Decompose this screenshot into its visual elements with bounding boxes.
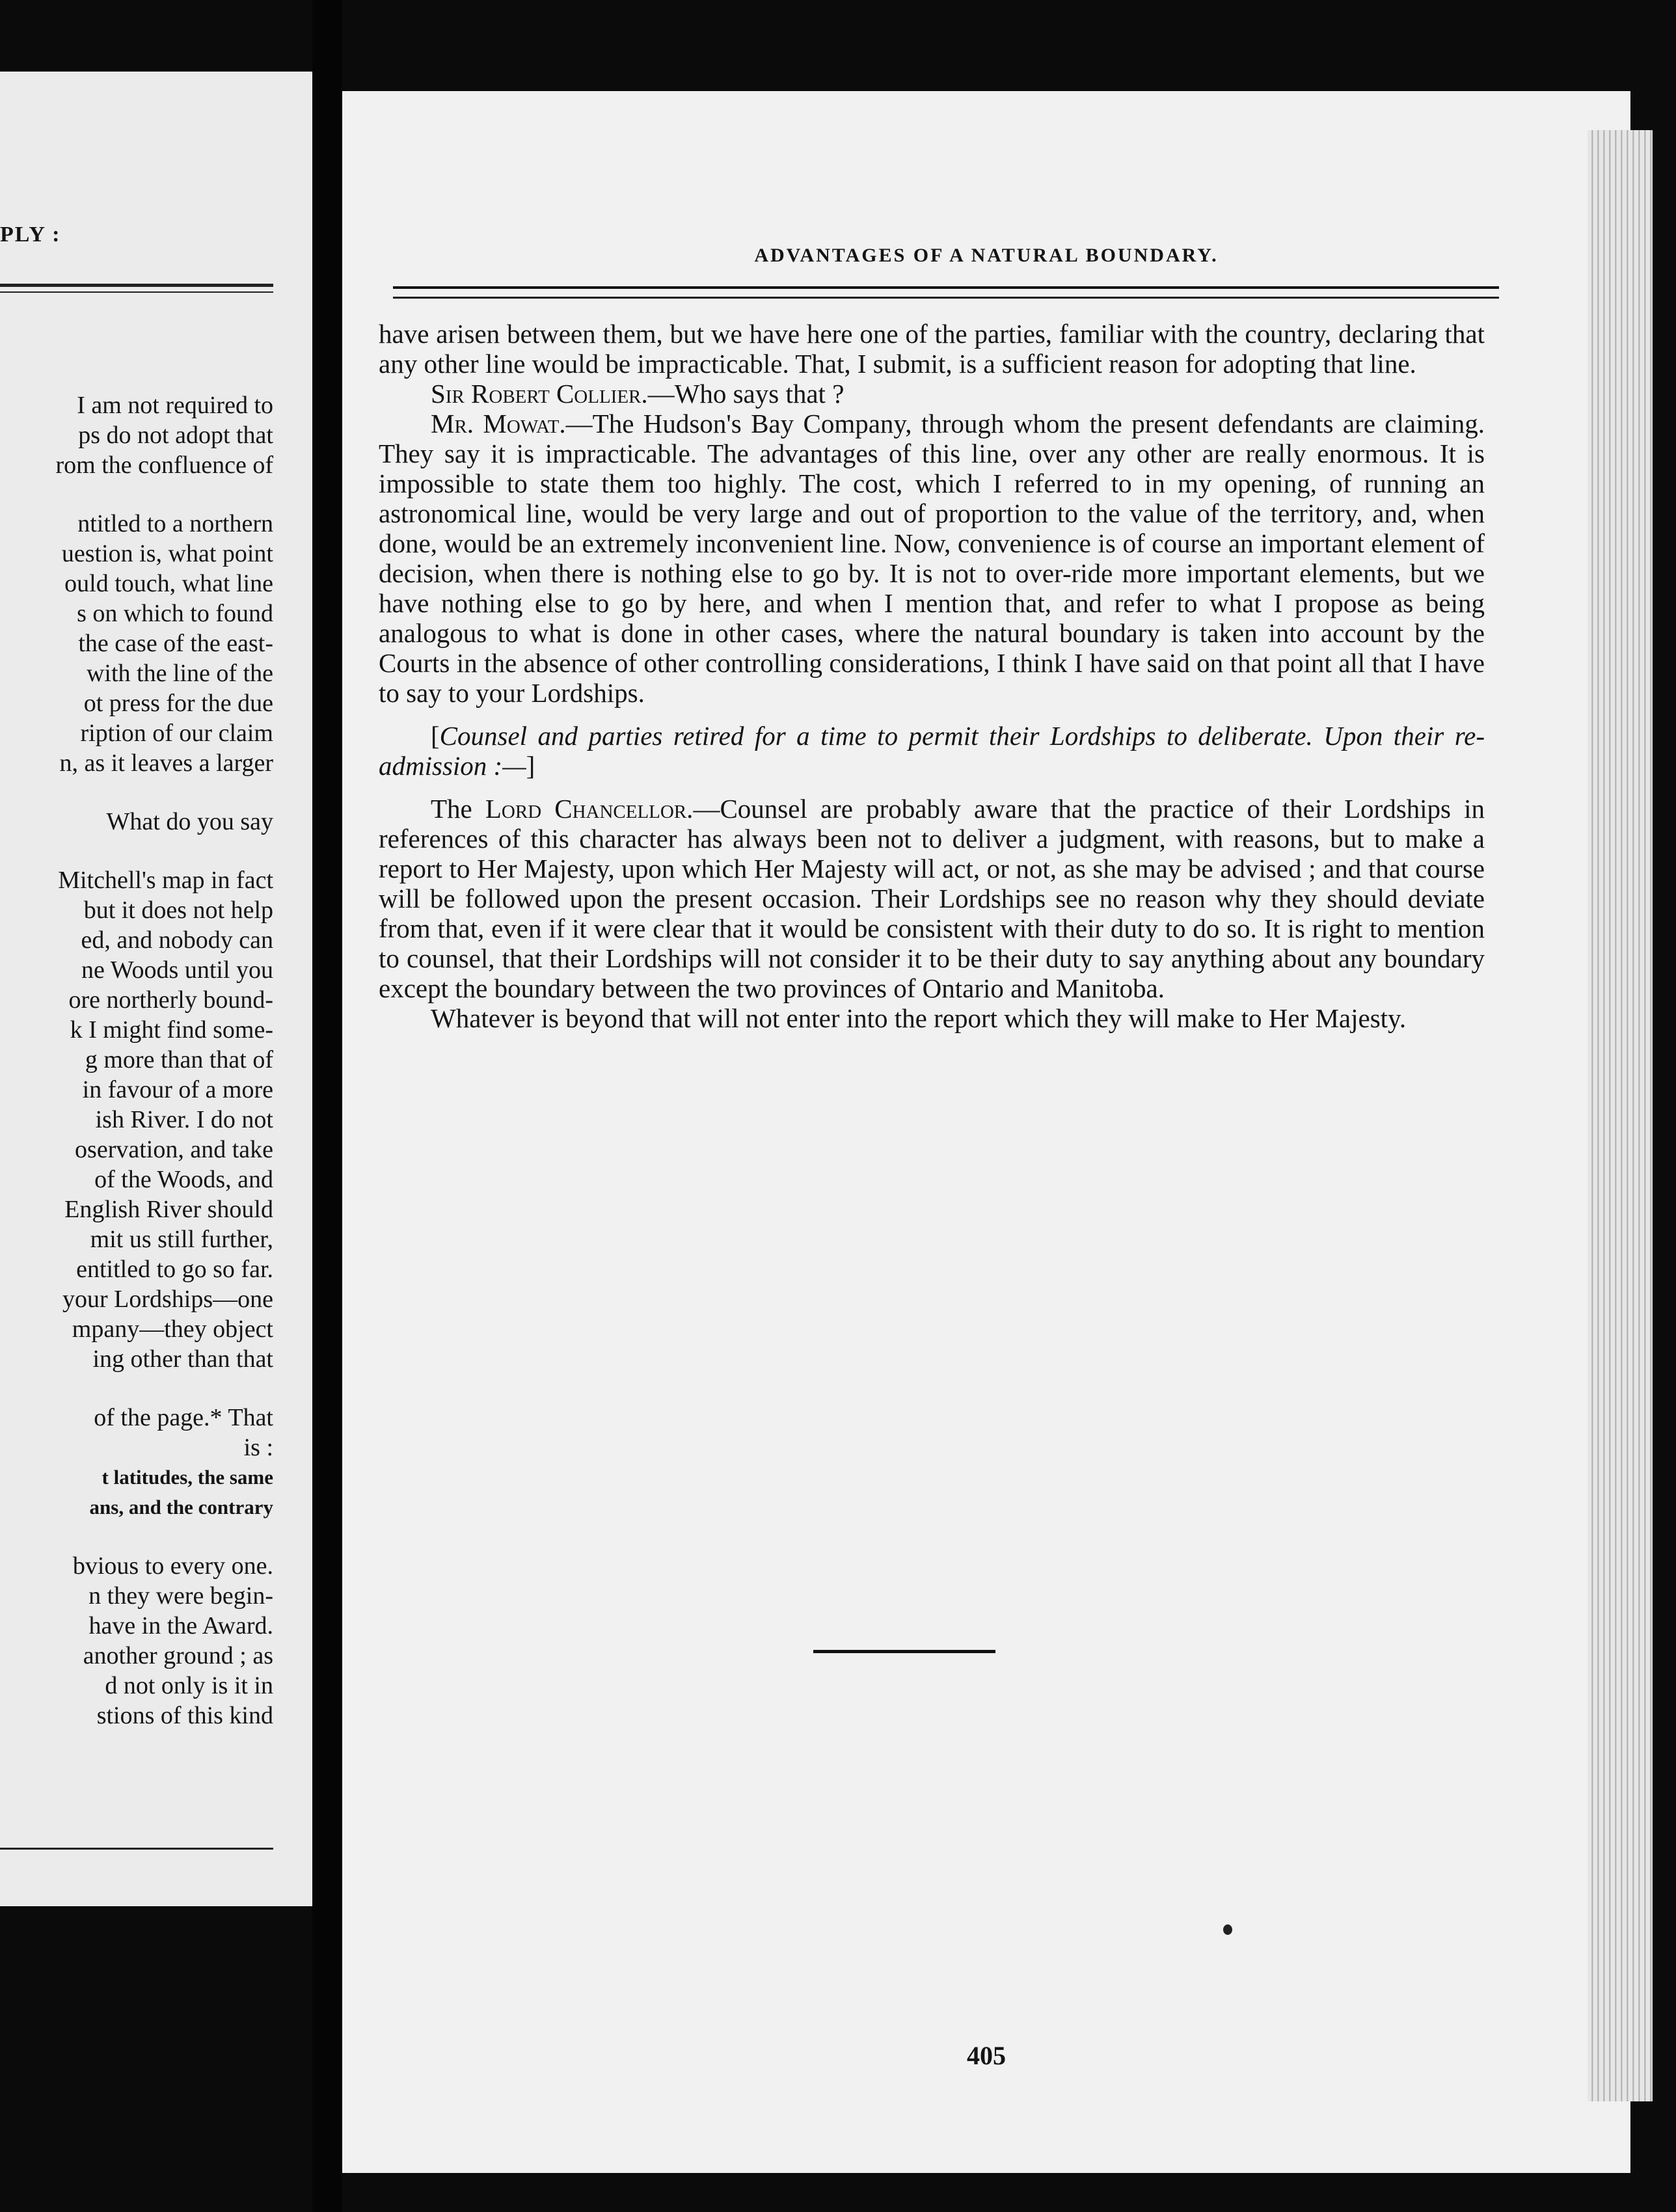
left-page-line: ed, and nobody can: [81, 926, 273, 954]
left-page-line: d not only is it in: [105, 1672, 273, 1699]
left-page-line: with the line of the: [86, 660, 273, 687]
chancellor-prefix: The: [431, 794, 485, 824]
left-page-line: of the Woods, and: [94, 1166, 273, 1193]
stage-direction: [379, 721, 1485, 781]
left-page-line: the case of the east-: [78, 630, 273, 657]
print-speck: [1223, 1924, 1232, 1935]
left-page-line: mpany—they object: [72, 1315, 273, 1343]
left-page-line: [0, 1522, 273, 1551]
left-page-line: ription of our claim: [80, 720, 273, 747]
page-number: 405: [967, 2041, 1006, 2070]
left-page-line: uestion is, what point: [61, 540, 273, 567]
chancellor-text: —Counsel are probably aware that the practice of their Lordships in references of this character has always been not to deliver a judgment, with reasons, but to make a report to Her Majesty, upon which Her Majesty will act, or not, as she may be advised ; and that course will be followed upon the present occasion. Their Lordships see no reason why they should deviate from that, even if it were clear that it would be consistent with their duty to do so. It is right to mention to counsel, that their Lordships will not consider it to be their duty to say anything about any boundary except the boundary between the two provinces of Ontario and Manitoba.: [379, 794, 1485, 1003]
left-page-line: ans, and the contrary: [89, 1496, 273, 1518]
left-page-line: [0, 480, 273, 509]
left-page-text: [0, 390, 273, 1731]
paragraph-chancellor: [379, 794, 1485, 1003]
left-page-line: bvious to every one.: [72, 1552, 273, 1580]
left-page-line: another ground ; as: [83, 1642, 273, 1669]
speaker-chancellor: Lord Chancellor.: [485, 794, 694, 824]
left-page-line: your Lordships—one: [62, 1286, 273, 1313]
left-page-line: Mitchell's map in fact: [58, 867, 273, 894]
left-page-line: [0, 837, 273, 865]
left-page-line: rom the confluence of: [55, 452, 273, 479]
left-page-bottom-rule: [0, 1848, 273, 1850]
left-page-line: English River should: [64, 1196, 273, 1223]
left-page-line: s on which to found: [77, 600, 273, 627]
left-page-line: k I might find some-: [70, 1016, 273, 1044]
left-page-line: ould touch, what line: [64, 570, 273, 597]
end-of-section-rule: [813, 1650, 995, 1653]
left-page-line: ing other than that: [92, 1345, 273, 1373]
left-page-line: [0, 1374, 273, 1403]
left-page-line: ot press for the due: [83, 690, 273, 717]
left-page-line: I am not required to: [77, 392, 273, 419]
left-page-line: t latitudes, the same: [101, 1466, 273, 1489]
right-page: [342, 91, 1630, 2173]
left-page-line: ish River. I do not: [95, 1106, 273, 1133]
left-page-line: is :: [243, 1434, 273, 1461]
body-text: [379, 319, 1485, 1033]
left-page-line: n, as it leaves a larger: [59, 749, 273, 777]
mowat-text: —The Hudson's Bay Company, through whom the present defendants are claiming. They say it is impracticable. The advantages of this line, over any other are really enormous. It is impossible to state them too highly. The cost, which I referred to in my opening, of running an astronomical line, would be very large and out of proportion to the value of the territory, and, when done, would be an extremely inconvenient line. Now, convenience is of course an important element of decision, when there is nothing else to go by. It is not to over-ride more important elements, but we have nothing else to go by here, and when I mention that, and refer to what I propose as being analogous to what is done in other cases, where the natural boundary is taken into account by the Courts in the absence of other controlling considerations, I think I have said on that point all that I have to say to your Lordships.: [379, 409, 1485, 708]
stage-close-bracket: ]: [526, 751, 535, 781]
left-page-line: What do you say: [106, 808, 273, 835]
left-page-line: oservation, and take: [75, 1136, 273, 1163]
left-page-line: mit us still further,: [90, 1226, 273, 1253]
left-page-line: [0, 778, 273, 807]
page-edges: [1588, 130, 1653, 2101]
book-gutter: [312, 0, 342, 2212]
stage-open-bracket: [: [431, 721, 440, 751]
left-page-header: PLY :: [0, 223, 61, 247]
left-page-line: ntitled to a northern: [77, 510, 273, 537]
left-page-line: n they were begin-: [88, 1582, 273, 1610]
left-page-line: have in the Award.: [88, 1612, 273, 1639]
stage-direction-text: Counsel and parties retired for a time to permit their Lordships to deliberate. Upon their re-admission :—: [379, 721, 1485, 781]
left-page-line: entitled to go so far.: [76, 1256, 273, 1283]
left-page-rule: [0, 284, 273, 287]
left-page-rule-thin: [0, 291, 273, 293]
left-page-line: ore northerly bound-: [68, 986, 273, 1014]
left-page-line: g more than that of: [85, 1046, 273, 1073]
left-page-line: ps do not adopt that: [78, 422, 273, 449]
collier-text: —Who says that ?: [647, 379, 845, 409]
header-double-rule: [393, 286, 1499, 299]
left-page-line: but it does not help: [83, 897, 273, 924]
left-page-line: ne Woods until you: [81, 956, 273, 984]
paragraph-collier: [379, 379, 1485, 409]
left-page: [0, 72, 312, 1906]
paragraph-mowat: [379, 409, 1485, 708]
speaker-collier: Sir Robert Collier.: [431, 379, 648, 409]
paragraph-closing: Whatever is beyond that will not enter into the report which they will make to Her Majesty.: [431, 1003, 1407, 1033]
left-page-line: of the page.* That: [94, 1404, 273, 1431]
speaker-mowat: Mr. Mowat.: [431, 409, 566, 438]
left-page-line: in favour of a more: [82, 1076, 273, 1103]
left-page-line: stions of this kind: [96, 1702, 273, 1729]
running-head: ADVANTAGES OF A NATURAL BOUNDARY.: [754, 245, 1219, 266]
paragraph-continuation: have arisen between them, but we have here one of the parties, familiar with the country, declaring that any other line would be impracticable. That, I submit, is a sufficient reason for adopting that line.: [379, 319, 1485, 379]
